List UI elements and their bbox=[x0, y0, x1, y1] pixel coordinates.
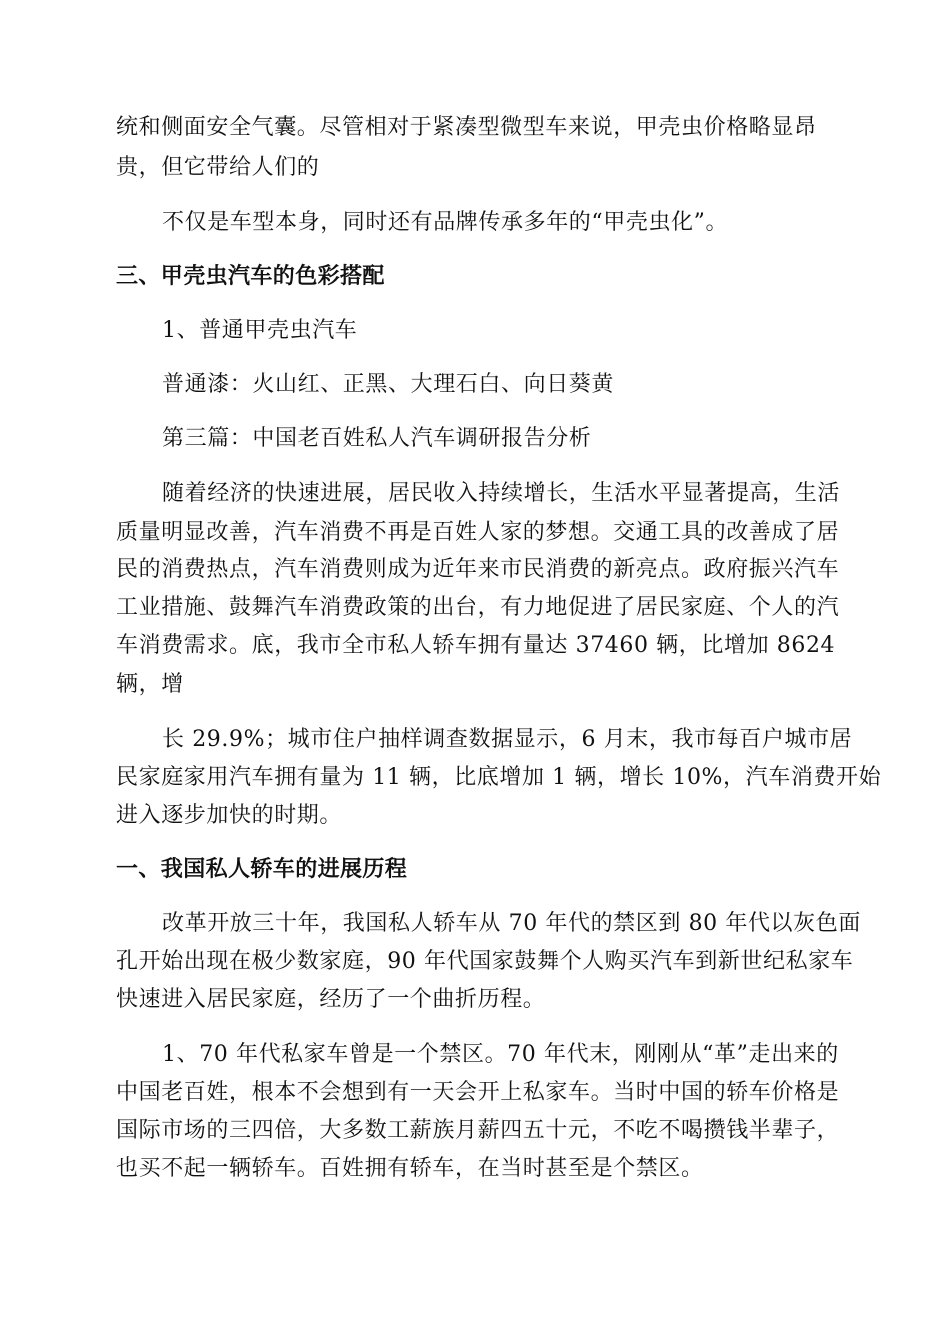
paragraph-line: 质量明显改善，汽车消费不再是百姓人家的梦想。交通工具的改善成了居 bbox=[116, 520, 840, 545]
chapter-title: 第三篇：中国老百姓私人汽车调研报告分析 bbox=[162, 426, 592, 451]
paragraph-line: 民家庭家用汽车拥有量为 11 辆，比底增加 1 辆，增长 10%，汽车消费开始 bbox=[116, 765, 882, 790]
paragraph-line: 随着经济的快速进展，居民收入持续增长，生活水平显著提高，生活 bbox=[162, 481, 841, 506]
paragraph-line: 国际市场的三四倍，大多数工薪族月薪四五十元，不吃不喝攒钱半辈子， bbox=[116, 1118, 840, 1143]
paragraph-line: 不仅是车型本身，同时还有品牌传承多年的“甲壳虫化”。 bbox=[162, 210, 729, 235]
section-heading: 三、甲壳虫汽车的色彩搭配 bbox=[116, 264, 385, 289]
paragraph-line: 长 29.9%；城市住户抽样调查数据显示，6 月末，我市每百户城市居 bbox=[162, 727, 853, 752]
paragraph-line: 也买不起一辆轿车。百姓拥有轿车，在当时甚至是个禁区。 bbox=[116, 1156, 704, 1181]
section-heading: 一、我国私人轿车的进展历程 bbox=[116, 857, 408, 882]
paragraph-line: 进入逐步加快的时期。 bbox=[116, 803, 343, 828]
paragraph-line: 快速进入居民家庭，经历了一个曲折历程。 bbox=[116, 987, 546, 1012]
paragraph-line: 贵，但它带给人们的 bbox=[116, 155, 320, 180]
paragraph-line: 改革开放三十年，我国私人轿车从 70 年代的禁区到 80 年代以灰色面 bbox=[162, 911, 861, 936]
paragraph-line: 车消费需求。底，我市全市私人轿车拥有量达 37460 辆，比增加 8624 bbox=[116, 633, 836, 658]
paragraph-line: 1、70 年代私家车曾是一个禁区。70 年代末，刚刚从“革”走出来的 bbox=[162, 1042, 839, 1067]
paragraph-line: 中国老百姓，根本不会想到有一天会开上私家车。当时中国的轿车价格是 bbox=[116, 1080, 840, 1105]
paragraph-line: 孔开始出现在极少数家庭，90 年代国家鼓舞个人购买汽车到新世纪私家车 bbox=[116, 949, 854, 974]
paragraph-line: 民的消费热点，汽车消费则成为近年来市民消费的新亮点。政府振兴汽车 bbox=[116, 557, 840, 582]
paragraph-line: 辆，增 bbox=[116, 672, 184, 697]
paragraph-line: 普通漆：火山红、正黑、大理石白、向日葵黄 bbox=[162, 372, 615, 397]
paragraph-line: 工业措施、鼓舞汽车消费政策的出台，有力地促进了居民家庭、个人的汽 bbox=[116, 595, 840, 620]
subsection-heading: 1、普通甲壳虫汽车 bbox=[162, 318, 358, 343]
paragraph-line: 统和侧面安全气囊。尽管相对于紧凑型微型车来说，甲壳虫价格略显昂 bbox=[116, 115, 817, 140]
